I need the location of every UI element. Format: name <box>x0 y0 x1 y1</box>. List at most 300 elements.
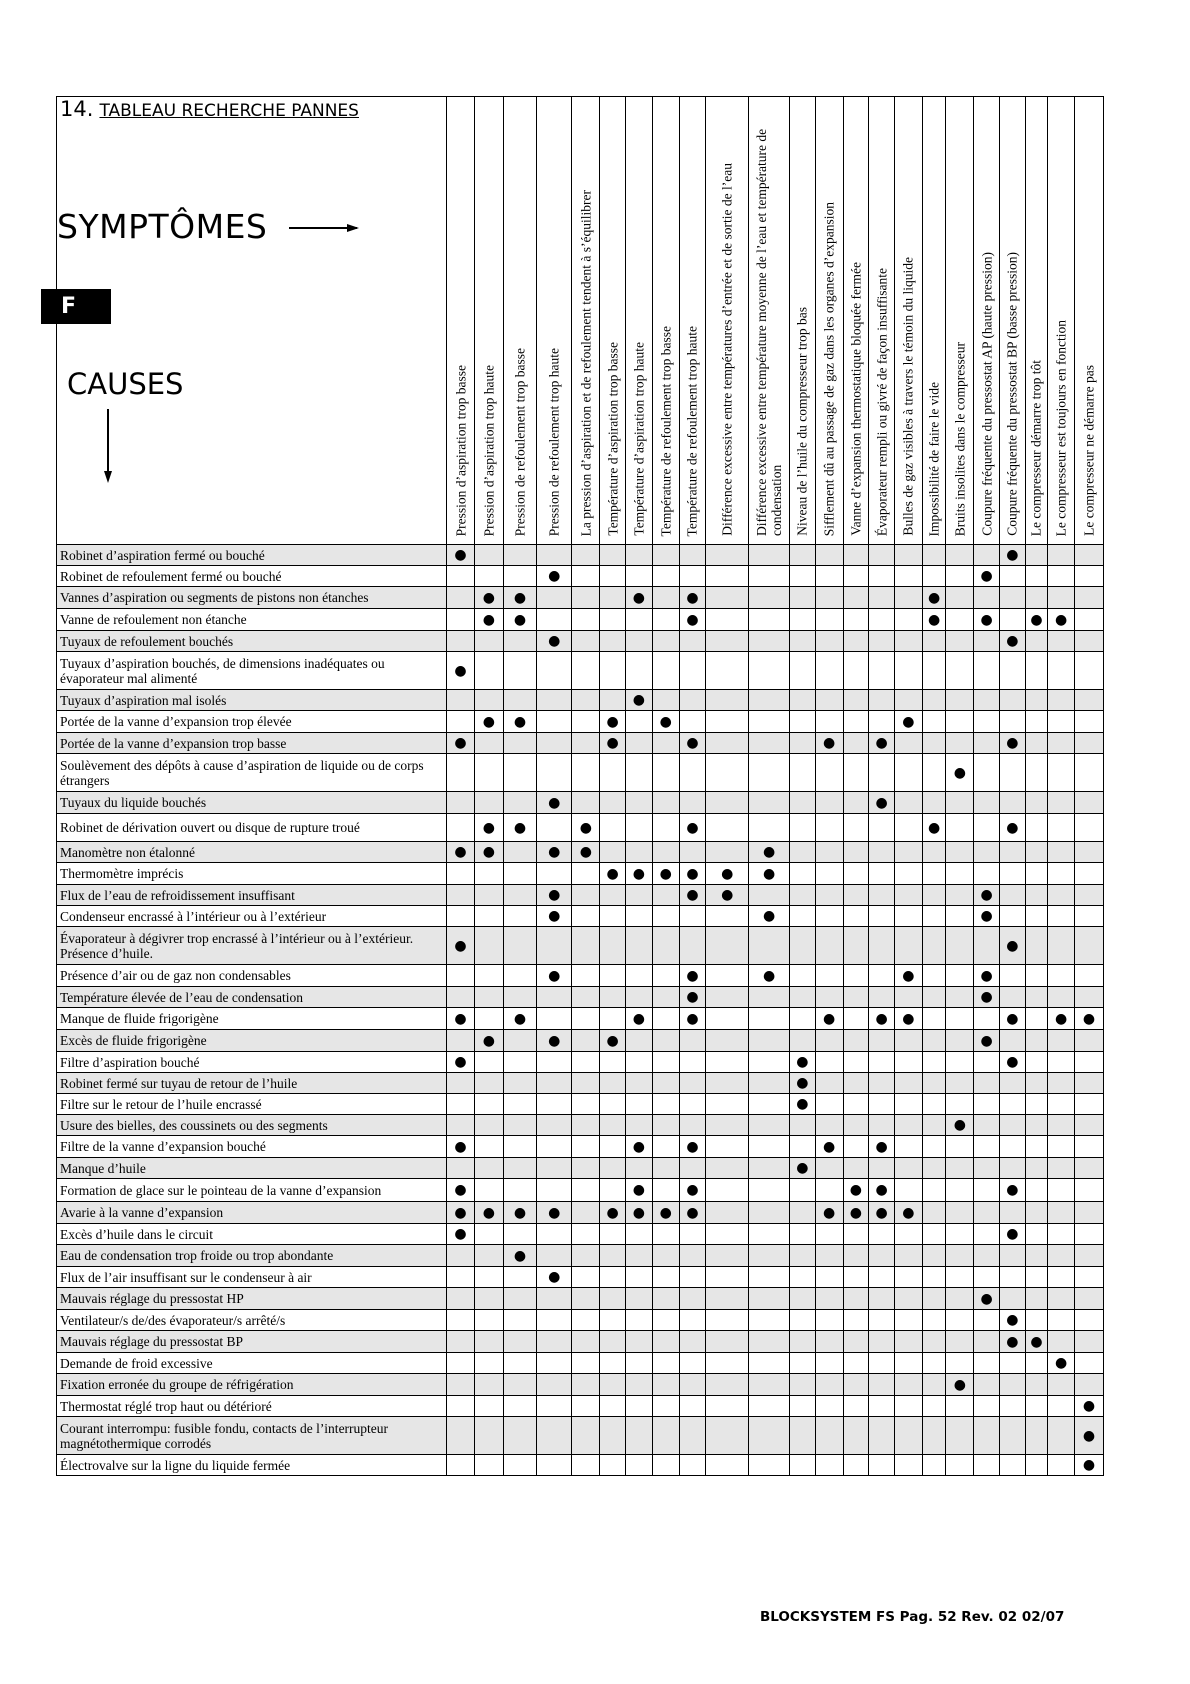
empty-cell <box>999 609 1025 631</box>
empty-cell <box>946 965 974 987</box>
match-dot: ● <box>999 545 1025 566</box>
match-dot: ● <box>447 1202 475 1224</box>
empty-cell <box>789 754 815 792</box>
empty-cell <box>922 631 946 652</box>
empty-cell <box>922 1455 946 1476</box>
empty-cell <box>999 842 1025 863</box>
empty-cell <box>572 631 600 652</box>
empty-cell <box>626 1288 653 1310</box>
match-dot: ● <box>447 1008 475 1030</box>
empty-cell <box>946 631 974 652</box>
empty-cell <box>626 754 653 792</box>
empty-cell <box>537 1224 572 1245</box>
empty-cell <box>626 1417 653 1455</box>
empty-cell <box>626 631 653 652</box>
empty-cell <box>600 1288 626 1310</box>
empty-cell <box>999 792 1025 814</box>
table-row <box>57 1331 1104 1353</box>
empty-cell <box>474 1455 503 1476</box>
empty-cell <box>974 1353 1000 1374</box>
empty-cell <box>843 1267 869 1288</box>
empty-cell <box>600 965 626 987</box>
empty-cell <box>1048 906 1075 927</box>
empty-cell <box>789 1455 815 1476</box>
empty-cell <box>869 814 895 842</box>
empty-cell <box>922 1115 946 1136</box>
empty-cell <box>749 631 790 652</box>
empty-cell <box>706 545 749 566</box>
empty-cell <box>1048 545 1075 566</box>
empty-cell <box>503 906 536 927</box>
match-dot: ● <box>600 711 626 733</box>
empty-cell <box>474 631 503 652</box>
empty-cell <box>1048 1331 1075 1353</box>
empty-cell <box>706 1288 749 1310</box>
empty-cell <box>894 690 922 711</box>
symptom-label: Température de refoulement trop haute <box>684 325 700 536</box>
empty-cell <box>749 1224 790 1245</box>
match-dot: ● <box>999 1179 1025 1202</box>
empty-cell <box>1074 1202 1103 1224</box>
table-row <box>57 814 1104 842</box>
cause-label: Tuyaux du liquide bouchés <box>57 792 447 814</box>
table-row <box>57 906 1104 927</box>
match-dot: ● <box>922 587 946 609</box>
symptoms-header-row <box>57 97 1104 545</box>
empty-cell <box>572 885 600 906</box>
empty-cell <box>815 1115 843 1136</box>
empty-cell <box>679 1288 706 1310</box>
empty-cell <box>626 885 653 906</box>
empty-cell <box>626 1073 653 1094</box>
empty-cell <box>652 1179 679 1202</box>
match-dot: ● <box>474 814 503 842</box>
empty-cell <box>974 1417 1000 1455</box>
empty-cell <box>999 1374 1025 1396</box>
empty-cell <box>537 609 572 631</box>
match-dot: ● <box>974 885 1000 906</box>
empty-cell <box>843 1115 869 1136</box>
empty-cell <box>894 1374 922 1396</box>
empty-cell <box>1025 965 1048 987</box>
empty-cell <box>749 690 790 711</box>
table-row <box>57 754 1104 792</box>
empty-cell <box>474 1008 503 1030</box>
empty-cell <box>843 1094 869 1115</box>
empty-cell <box>652 587 679 609</box>
empty-cell <box>679 1030 706 1052</box>
symptom-label: Pression d’aspiration trop haute <box>481 364 497 536</box>
empty-cell <box>974 1374 1000 1396</box>
empty-cell <box>652 1094 679 1115</box>
empty-cell <box>922 1136 946 1158</box>
empty-cell <box>600 1094 626 1115</box>
empty-cell <box>626 711 653 733</box>
empty-cell <box>537 690 572 711</box>
empty-cell <box>572 1008 600 1030</box>
empty-cell <box>974 1094 1000 1115</box>
empty-cell <box>946 885 974 906</box>
empty-cell <box>600 1455 626 1476</box>
empty-cell <box>894 733 922 754</box>
empty-cell <box>815 1052 843 1073</box>
match-dot: ● <box>679 863 706 885</box>
empty-cell <box>869 965 895 987</box>
empty-cell <box>572 1374 600 1396</box>
empty-cell <box>600 1073 626 1094</box>
match-dot: ● <box>1074 1008 1103 1030</box>
empty-cell <box>1074 690 1103 711</box>
empty-cell <box>1048 1417 1075 1455</box>
cause-label: Vanne de refoulement non étanche <box>57 609 447 631</box>
match-dot: ● <box>999 927 1025 965</box>
empty-cell <box>679 631 706 652</box>
empty-cell <box>749 1179 790 1202</box>
cause-label: Robinet de refoulement fermé ou bouché <box>57 566 447 587</box>
empty-cell <box>600 1417 626 1455</box>
empty-cell <box>706 1202 749 1224</box>
empty-cell <box>474 885 503 906</box>
empty-cell <box>999 987 1025 1008</box>
empty-cell <box>789 965 815 987</box>
empty-cell <box>652 927 679 965</box>
match-dot: ● <box>474 1202 503 1224</box>
empty-cell <box>600 792 626 814</box>
empty-cell <box>815 863 843 885</box>
empty-cell <box>1048 1288 1075 1310</box>
empty-cell <box>815 792 843 814</box>
empty-cell <box>922 545 946 566</box>
empty-cell <box>503 1353 536 1374</box>
empty-cell <box>946 1455 974 1476</box>
empty-cell <box>789 1417 815 1455</box>
empty-cell <box>503 631 536 652</box>
empty-cell <box>447 987 475 1008</box>
cause-label: Courant interrompu: fusible fondu, contacts de l’interrupteur magnétothermique corrodés <box>57 1417 447 1455</box>
empty-cell <box>1048 1052 1075 1073</box>
empty-cell <box>946 1353 974 1374</box>
empty-cell <box>474 652 503 690</box>
table-row <box>57 652 1104 690</box>
match-dot: ● <box>869 1008 895 1030</box>
match-dot: ● <box>537 1202 572 1224</box>
empty-cell <box>503 1396 536 1417</box>
empty-cell <box>1025 1267 1048 1288</box>
match-dot: ● <box>600 733 626 754</box>
empty-cell <box>447 1331 475 1353</box>
empty-cell <box>447 1267 475 1288</box>
symptom-label: Bruits insolites dans le compresseur <box>952 341 968 536</box>
symptom-label: Différence excessive entre températures d’entrée et de sortie de l’eau <box>719 163 735 536</box>
match-dot: ● <box>626 1136 653 1158</box>
empty-cell <box>999 1094 1025 1115</box>
empty-cell <box>706 609 749 631</box>
empty-cell <box>922 863 946 885</box>
match-dot: ● <box>447 545 475 566</box>
empty-cell <box>843 906 869 927</box>
empty-cell <box>869 631 895 652</box>
empty-cell <box>946 1202 974 1224</box>
empty-cell <box>474 1094 503 1115</box>
match-dot: ● <box>626 863 653 885</box>
page-footer: BLOCKSYSTEM FS Pag. 52 Rev. 02 02/07 <box>760 1609 1065 1625</box>
match-dot: ● <box>679 1008 706 1030</box>
empty-cell <box>1074 652 1103 690</box>
match-dot: ● <box>537 965 572 987</box>
empty-cell <box>922 1331 946 1353</box>
match-dot: ● <box>1074 1396 1103 1417</box>
empty-cell <box>789 652 815 690</box>
empty-cell <box>946 1158 974 1179</box>
table-row <box>57 733 1104 754</box>
empty-cell <box>537 1455 572 1476</box>
empty-cell <box>474 1353 503 1374</box>
empty-cell <box>843 842 869 863</box>
empty-cell <box>1025 1374 1048 1396</box>
match-dot: ● <box>626 1202 653 1224</box>
symptom-header-15 <box>869 97 895 545</box>
empty-cell <box>652 814 679 842</box>
empty-cell <box>922 733 946 754</box>
match-dot: ● <box>869 792 895 814</box>
empty-cell <box>679 906 706 927</box>
empty-cell <box>537 1245 572 1267</box>
empty-cell <box>843 652 869 690</box>
empty-cell <box>626 1455 653 1476</box>
empty-cell <box>474 906 503 927</box>
cause-label: Fixation erronée du groupe de réfrigération <box>57 1374 447 1396</box>
empty-cell <box>946 1030 974 1052</box>
empty-cell <box>572 1288 600 1310</box>
empty-cell <box>843 754 869 792</box>
empty-cell <box>652 1353 679 1374</box>
empty-cell <box>537 1179 572 1202</box>
empty-cell <box>974 1455 1000 1476</box>
empty-cell <box>626 609 653 631</box>
empty-cell <box>922 754 946 792</box>
empty-cell <box>869 1245 895 1267</box>
empty-cell <box>789 1353 815 1374</box>
empty-cell <box>815 1288 843 1310</box>
match-dot: ● <box>474 1030 503 1052</box>
empty-cell <box>869 652 895 690</box>
empty-cell <box>1074 733 1103 754</box>
empty-cell <box>503 792 536 814</box>
empty-cell <box>974 1179 1000 1202</box>
empty-cell <box>922 1310 946 1331</box>
empty-cell <box>1074 1374 1103 1396</box>
empty-cell <box>843 1288 869 1310</box>
empty-cell <box>749 1331 790 1353</box>
empty-cell <box>1048 1310 1075 1331</box>
table-row <box>57 1202 1104 1224</box>
match-dot: ● <box>869 733 895 754</box>
empty-cell <box>706 814 749 842</box>
match-dot: ● <box>537 1267 572 1288</box>
empty-cell <box>894 1224 922 1245</box>
empty-cell <box>869 987 895 1008</box>
empty-cell <box>652 885 679 906</box>
section-number: 14. <box>60 97 94 121</box>
empty-cell <box>922 1094 946 1115</box>
empty-cell <box>503 1267 536 1288</box>
empty-cell <box>843 566 869 587</box>
empty-cell <box>447 1115 475 1136</box>
symptom-label: La pression d’aspiration et de refoulement tendent à s’équilibrer <box>578 189 594 536</box>
empty-cell <box>974 1158 1000 1179</box>
empty-cell <box>922 1245 946 1267</box>
empty-cell <box>894 1052 922 1073</box>
empty-cell <box>600 652 626 690</box>
empty-cell <box>537 587 572 609</box>
empty-cell <box>815 906 843 927</box>
empty-cell <box>600 1008 626 1030</box>
empty-cell <box>1074 1310 1103 1331</box>
match-dot: ● <box>447 1179 475 1202</box>
empty-cell <box>679 754 706 792</box>
empty-cell <box>474 1115 503 1136</box>
empty-cell <box>789 1288 815 1310</box>
match-dot: ● <box>749 965 790 987</box>
match-dot: ● <box>815 733 843 754</box>
symptom-label: Sifflement dû au passage de gaz dans les organes d’expansion <box>821 201 837 536</box>
empty-cell <box>474 1224 503 1245</box>
empty-cell <box>679 652 706 690</box>
empty-cell <box>1025 1179 1048 1202</box>
empty-cell <box>706 711 749 733</box>
empty-cell <box>600 927 626 965</box>
table-row <box>57 987 1104 1008</box>
match-dot: ● <box>447 842 475 863</box>
empty-cell <box>749 1353 790 1374</box>
symptom-header-17 <box>922 97 946 545</box>
symptom-label: Évaporateur rempli ou givré de façon insuffisante <box>874 267 890 536</box>
empty-cell <box>679 1073 706 1094</box>
match-dot: ● <box>1048 1353 1075 1374</box>
empty-cell <box>626 927 653 965</box>
empty-cell <box>789 1331 815 1353</box>
empty-cell <box>600 631 626 652</box>
match-dot: ● <box>474 711 503 733</box>
match-dot: ● <box>626 690 653 711</box>
empty-cell <box>626 1310 653 1331</box>
empty-cell <box>1074 545 1103 566</box>
empty-cell <box>537 1374 572 1396</box>
empty-cell <box>843 1374 869 1396</box>
symptom-label: Pression de refoulement trop haute <box>546 347 562 536</box>
empty-cell <box>600 1179 626 1202</box>
empty-cell <box>572 754 600 792</box>
empty-cell <box>843 631 869 652</box>
empty-cell <box>537 711 572 733</box>
empty-cell <box>537 863 572 885</box>
empty-cell <box>503 652 536 690</box>
match-dot: ● <box>537 885 572 906</box>
empty-cell <box>843 1073 869 1094</box>
empty-cell <box>815 566 843 587</box>
empty-cell <box>815 1310 843 1331</box>
empty-cell <box>999 1202 1025 1224</box>
table-row <box>57 1288 1104 1310</box>
empty-cell <box>600 1396 626 1417</box>
empty-cell <box>600 1136 626 1158</box>
empty-cell <box>946 863 974 885</box>
symptom-header-12 <box>789 97 815 545</box>
empty-cell <box>679 1052 706 1073</box>
symptom-header-7 <box>626 97 653 545</box>
empty-cell <box>1048 566 1075 587</box>
empty-cell <box>706 1158 749 1179</box>
empty-cell <box>572 863 600 885</box>
empty-cell <box>572 1310 600 1331</box>
table-row <box>57 927 1104 965</box>
table-row <box>57 1052 1104 1073</box>
symptom-label: Vanne d’expansion thermostatique bloquée fermée <box>848 262 864 536</box>
match-dot: ● <box>652 863 679 885</box>
empty-cell <box>749 1455 790 1476</box>
empty-cell <box>974 733 1000 754</box>
empty-cell <box>706 566 749 587</box>
empty-cell <box>537 814 572 842</box>
empty-cell <box>815 609 843 631</box>
empty-cell <box>749 733 790 754</box>
empty-cell <box>843 1353 869 1374</box>
match-dot: ● <box>1074 1417 1103 1455</box>
empty-cell <box>869 1115 895 1136</box>
empty-cell <box>652 1136 679 1158</box>
symptom-header-18 <box>946 97 974 545</box>
symptom-header-22 <box>1048 97 1075 545</box>
empty-cell <box>503 1115 536 1136</box>
empty-cell <box>706 754 749 792</box>
match-dot: ● <box>999 631 1025 652</box>
symptom-header-11 <box>749 97 790 545</box>
empty-cell <box>572 1417 600 1455</box>
empty-cell <box>1025 906 1048 927</box>
empty-cell <box>626 842 653 863</box>
empty-cell <box>1048 1267 1075 1288</box>
empty-cell <box>537 1052 572 1073</box>
empty-cell <box>600 842 626 863</box>
empty-cell <box>626 1030 653 1052</box>
empty-cell <box>1025 566 1048 587</box>
empty-cell <box>600 1115 626 1136</box>
empty-cell <box>789 609 815 631</box>
empty-cell <box>503 842 536 863</box>
empty-cell <box>869 1224 895 1245</box>
empty-cell <box>600 1158 626 1179</box>
empty-cell <box>706 1374 749 1396</box>
empty-cell <box>1025 1245 1048 1267</box>
cause-label: Filtre d’aspiration bouché <box>57 1052 447 1073</box>
empty-cell <box>572 1094 600 1115</box>
empty-cell <box>503 1331 536 1353</box>
empty-cell <box>946 733 974 754</box>
empty-cell <box>749 609 790 631</box>
match-dot: ● <box>679 1136 706 1158</box>
empty-cell <box>1025 1455 1048 1476</box>
empty-cell <box>894 1136 922 1158</box>
empty-cell <box>652 1115 679 1136</box>
empty-cell <box>679 1115 706 1136</box>
empty-cell <box>1025 1094 1048 1115</box>
empty-cell <box>894 1158 922 1179</box>
cause-label: Formation de glace sur le pointeau de la vanne d’expansion <box>57 1179 447 1202</box>
empty-cell <box>789 1310 815 1331</box>
empty-cell <box>706 733 749 754</box>
empty-cell <box>843 965 869 987</box>
empty-cell <box>1074 566 1103 587</box>
